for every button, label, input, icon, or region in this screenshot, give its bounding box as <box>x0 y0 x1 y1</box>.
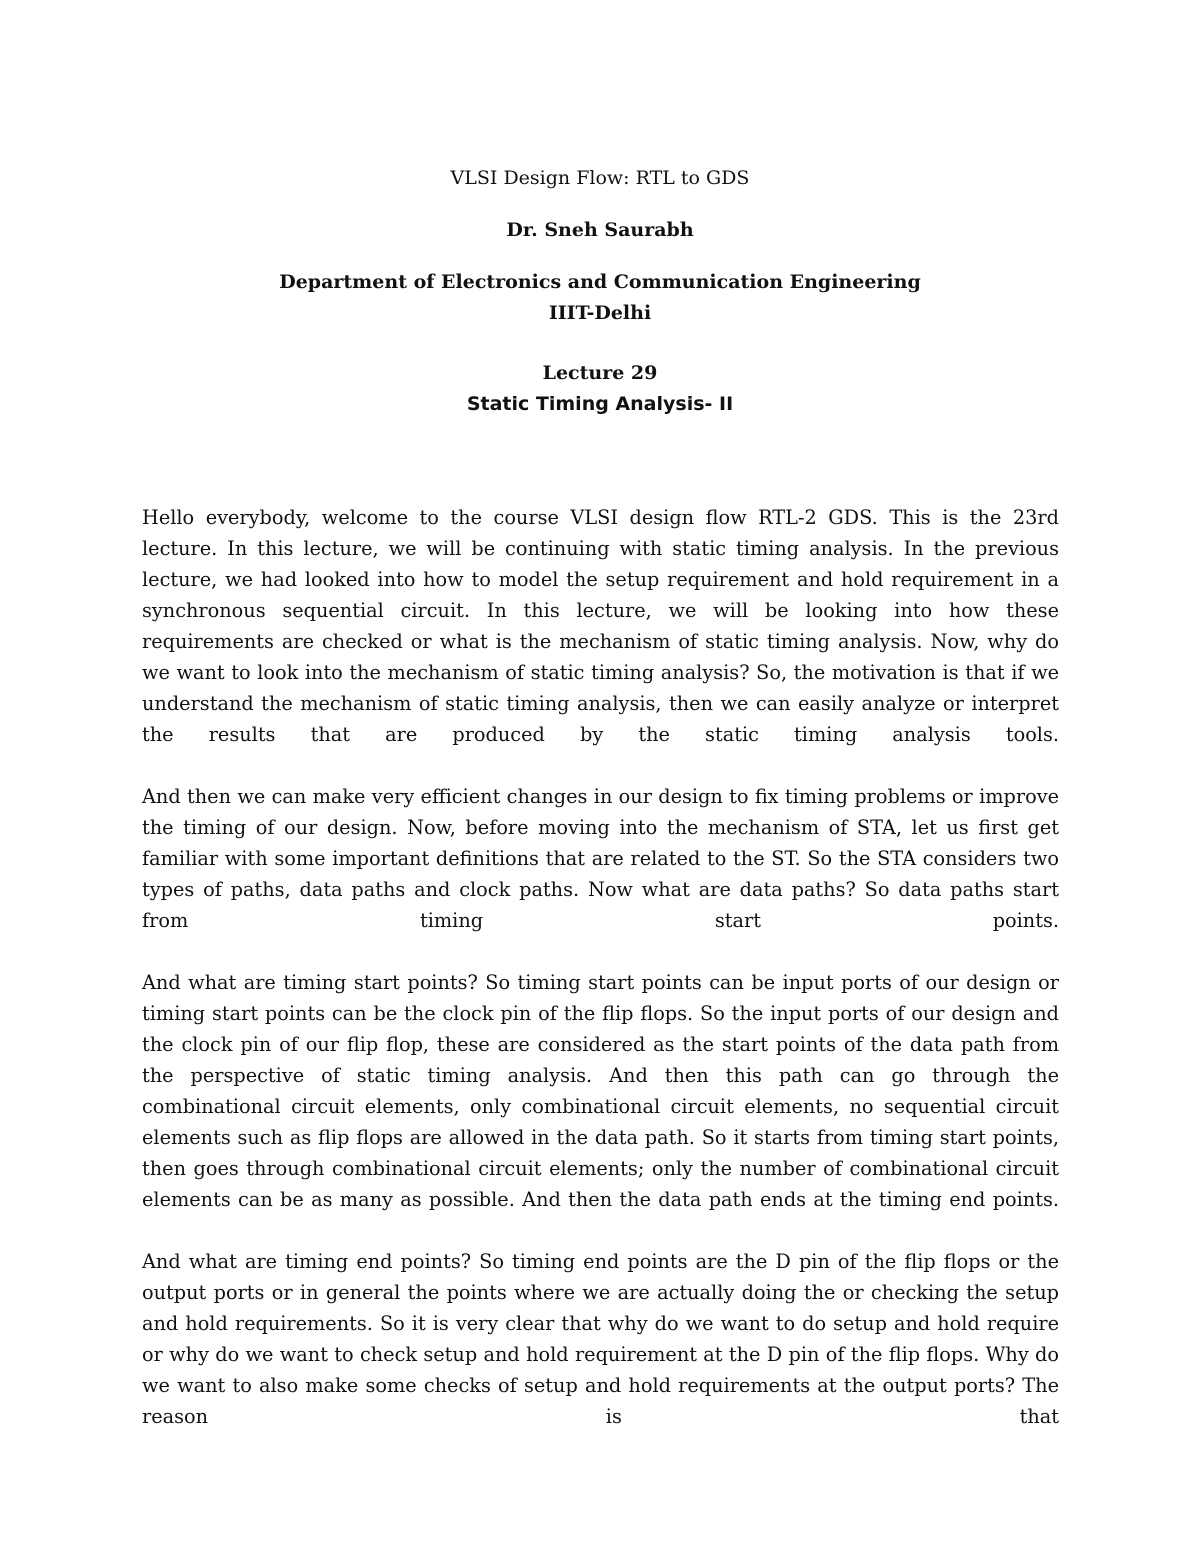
transcript-body <box>142 502 1059 1463</box>
institute-name: IIIT-Delhi <box>548 302 652 324</box>
paragraph: And then we can make very efficient changes in our design to fix timing problems or improve the timing of our design. Now, before moving into the mechanism of STA, let us first get familiar with some important definitions that are related to the ST. So the STA considers two types of paths, data paths and clock paths. Now what are data paths? So data paths start from timing start points. <box>142 785 1059 932</box>
paragraph: And what are timing start points? So timing start points can be input ports of our design or timing start points can be the clock pin of the flip flops. So the input ports of our design and the clock pin of our flip flop, these are considered as the start points of the data path from the perspective of static timing analysis. And then this path can go through the combinational circuit elements, only combinational circuit elements, no sequential circuit elements such as flip flops are allowed in the data path. So it starts from timing start points, then goes through combinational circuit elements; only the number of combinational circuit elements can be as many as possible. And then the data path ends at the timing end points. <box>142 971 1059 1211</box>
author-name: Dr. Sneh Saurabh <box>506 219 694 241</box>
department-name: Department of Electronics and Communication Engineering <box>279 271 921 293</box>
paragraph: And what are timing end points? So timing end points are the D pin of the flip flops or the output ports or in general the points where we are actually doing the or checking the setup and hold requirements. So it is very clear that why do we want to do setup and hold require or why do we want to check setup and hold requirement at the D pin of the flip flops. Why do we want to also make some checks of setup and hold requirements at the output ports? The reason is that <box>142 1250 1059 1428</box>
lecture-number: Lecture 29 <box>542 362 658 384</box>
lecture-topic: Static Timing Analysis- II <box>466 393 734 415</box>
paragraph: Hello everybody, welcome to the course VLSI design flow RTL-2 GDS. This is the 23rd lecture. In this lecture, we will be continuing with static timing analysis. In the previous lecture, we had looked into how to model the setup requirement and hold requirement in a synchronous sequential circuit. In this lecture, we will be looking into how these requirements are checked or what is the mechanism of static timing analysis. Now, why do we want to look into the mechanism of static timing analysis? So, the motivation is that if we understand the mechanism of static timing analysis, then we can easily analyze or interpret the results that are produced by the static timing analysis tools. <box>142 506 1059 746</box>
document-title: VLSI Design Flow: RTL to GDS <box>450 167 750 189</box>
